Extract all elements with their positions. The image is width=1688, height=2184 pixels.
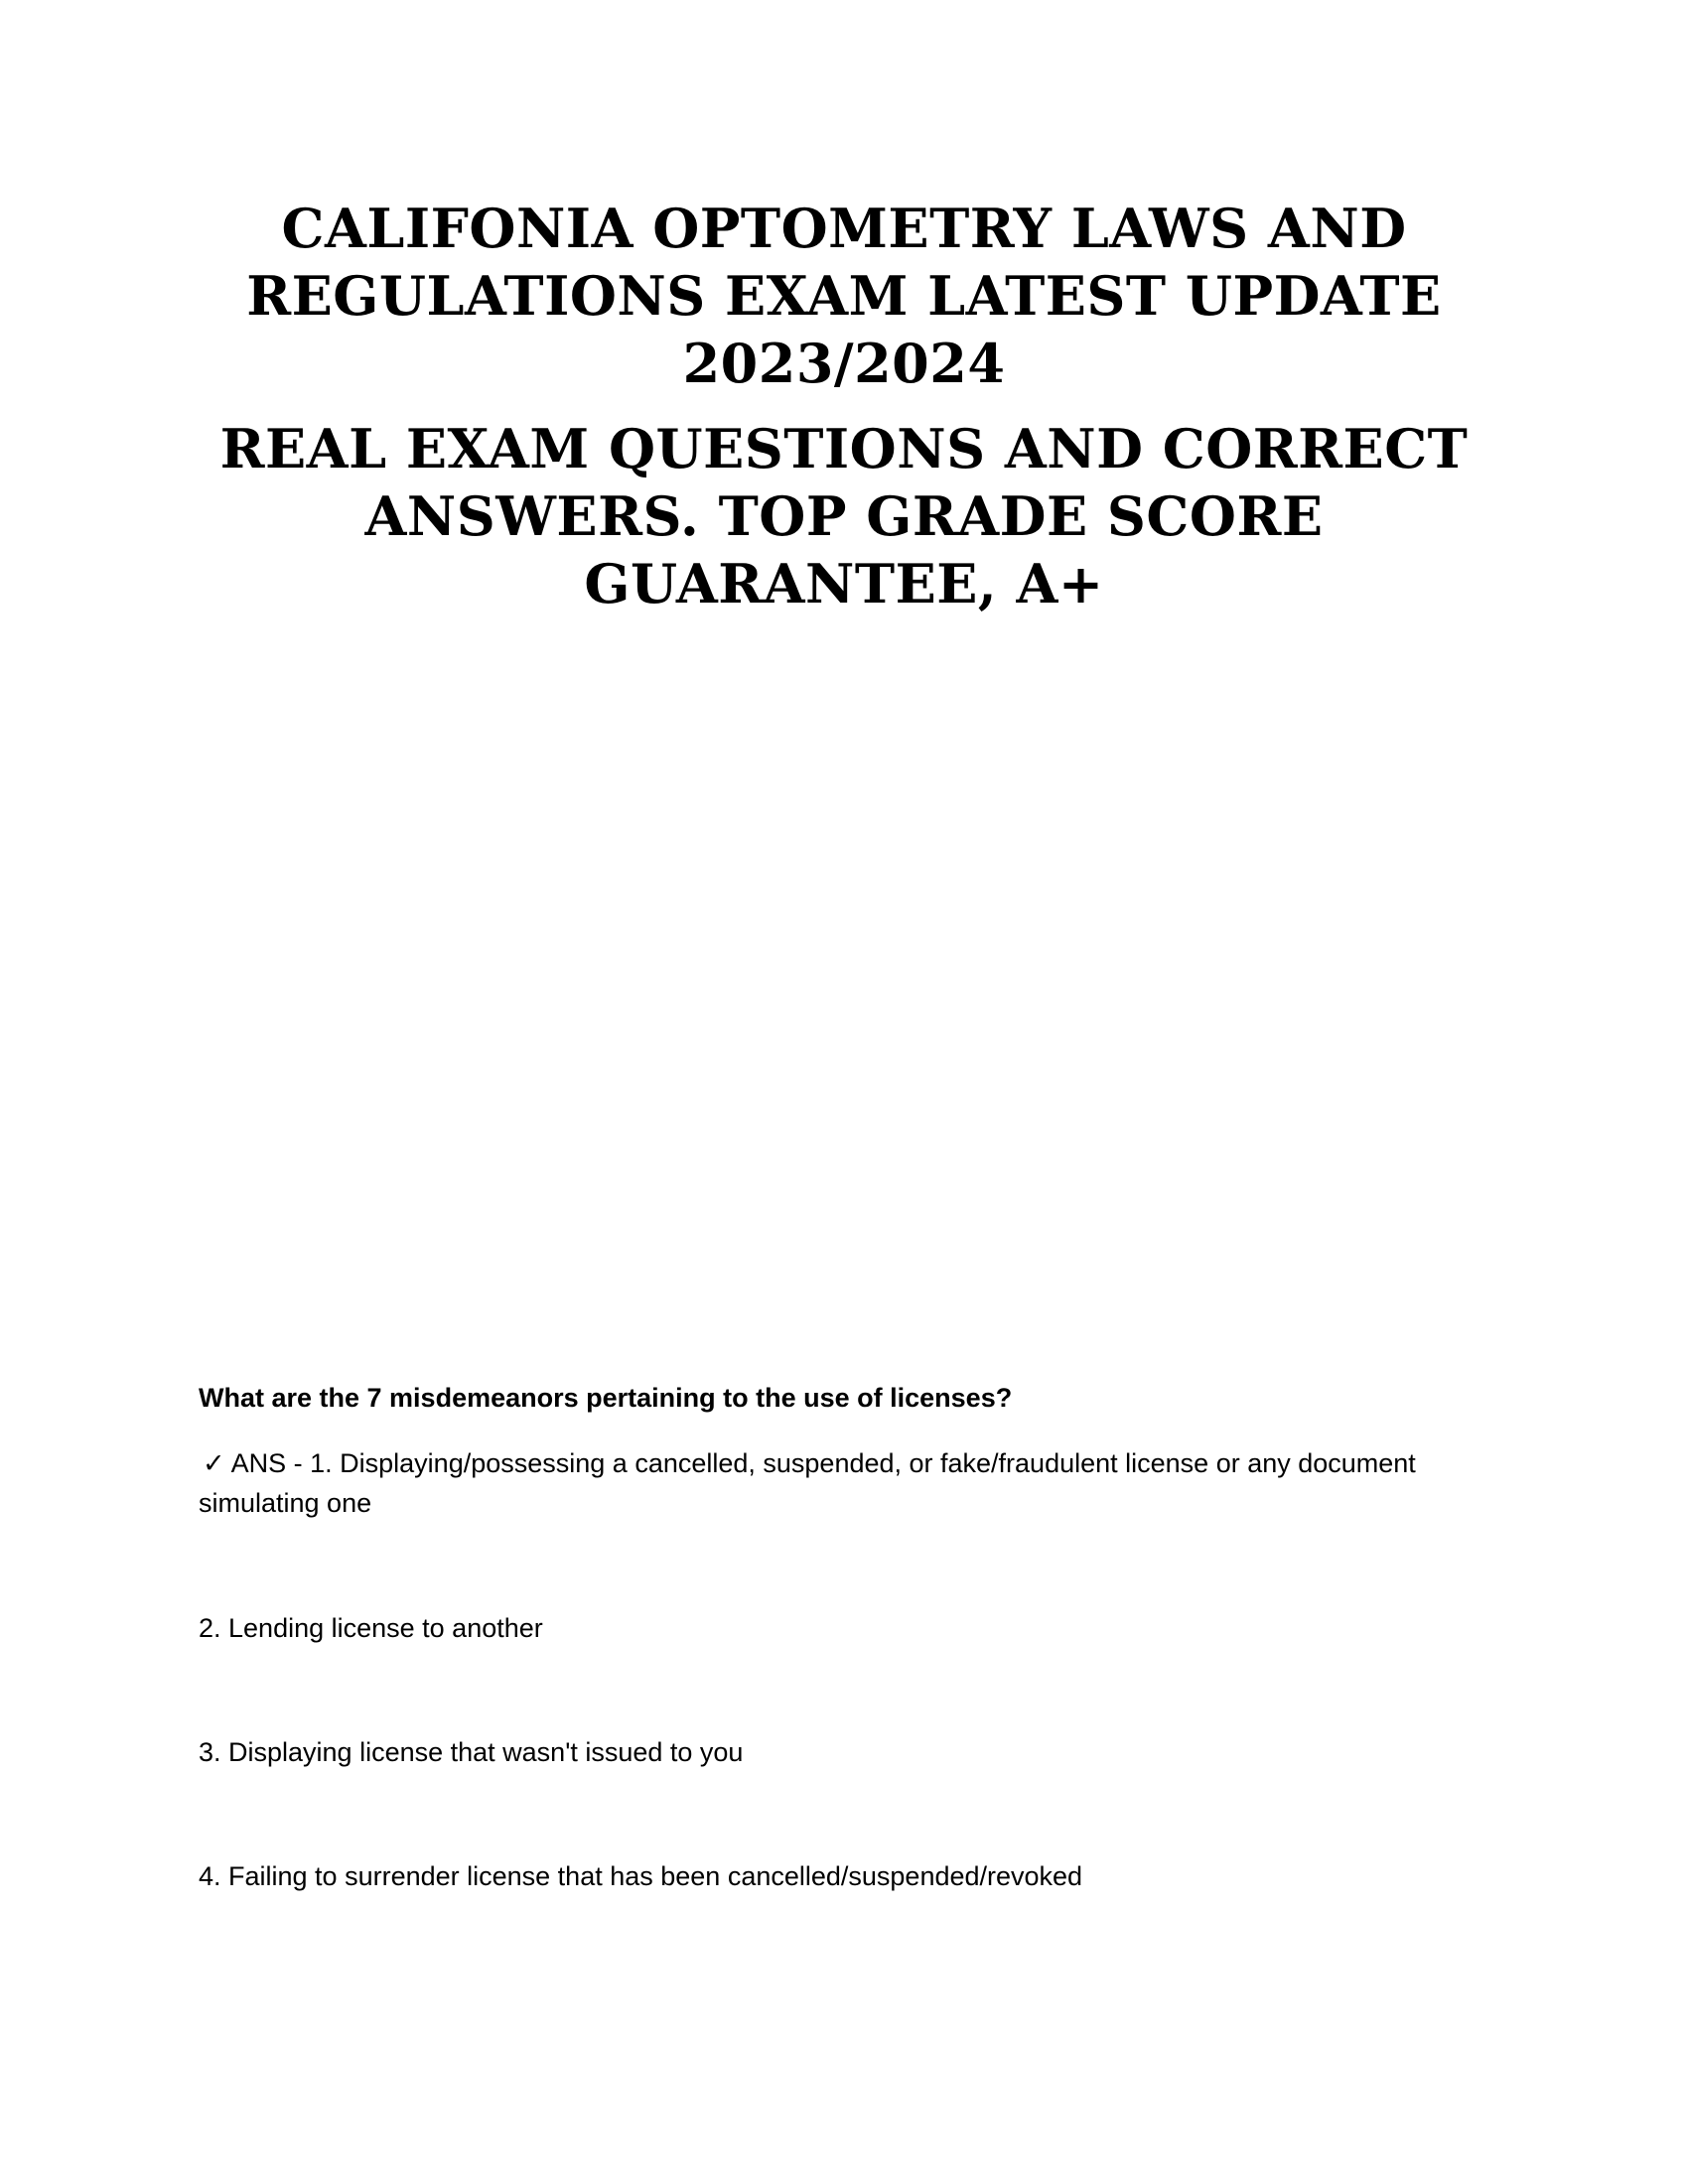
answer-text: ANS - 1. Displaying/possessing a cancelled, suspended, or fake/fraudulent license or any document simulating one: [199, 1448, 1416, 1518]
subtitle-line: ANSWERS. TOP GRADE SCORE: [364, 484, 1324, 548]
answer-item: 3. Displaying license that wasn't issued to you: [199, 1737, 744, 1767]
subtitle-line: REAL EXAM QUESTIONS AND CORRECT: [219, 417, 1469, 480]
title-line: REGULATIONS EXAM LATEST UPDATE: [246, 264, 1442, 328]
answer-item: 2. Lending license to another: [199, 1613, 543, 1643]
checkmark-icon: ✓: [203, 1448, 225, 1478]
document-title: [159, 195, 1529, 397]
title-line: CALIFONIA OPTOMETRY LAWS AND: [281, 197, 1407, 260]
answer-item: [199, 1443, 1489, 1523]
title-line: 2023/2024: [682, 332, 1006, 395]
document-subtitle: [159, 415, 1529, 617]
question-text: What are the 7 misdemeanors pertaining to the use of licenses?: [199, 1383, 1013, 1413]
subtitle-line: GUARANTEE, A+: [584, 552, 1104, 615]
answer-item: 4. Failing to surrender license that has been cancelled/suspended/revoked: [199, 1861, 1083, 1891]
